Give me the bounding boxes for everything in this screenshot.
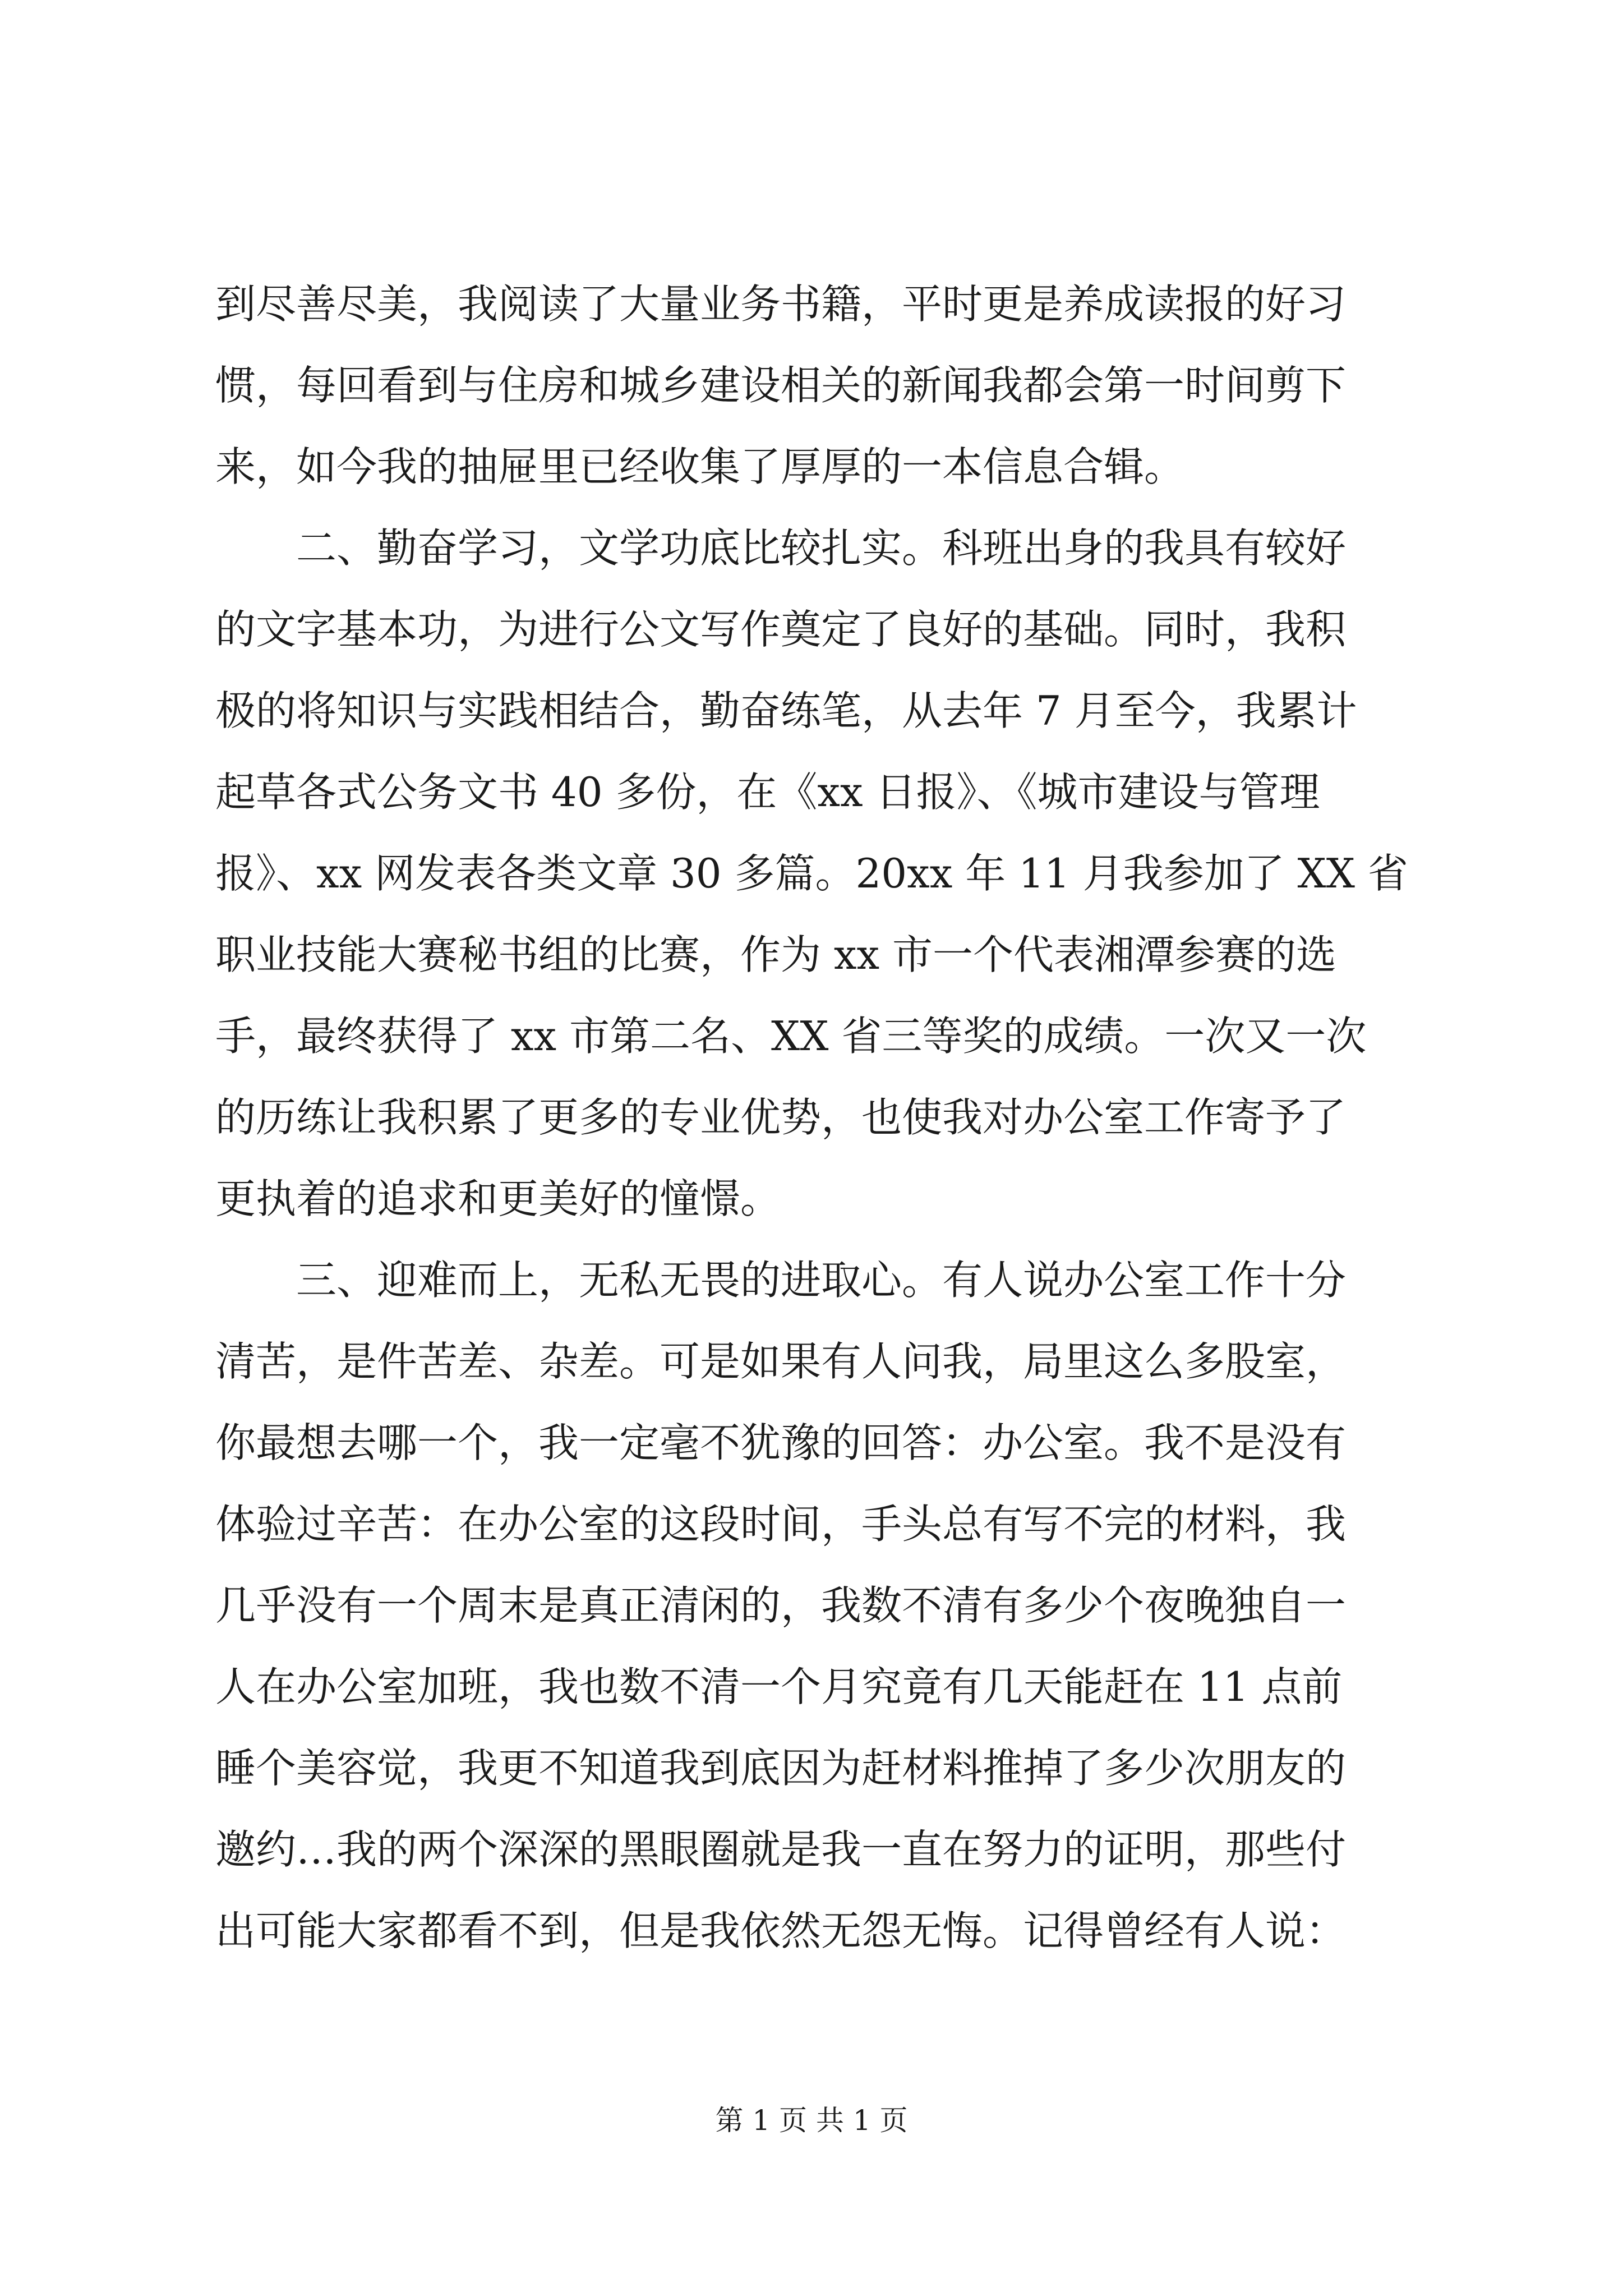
paragraph-line: 几乎没有一个周末是真正清闲的，我数不清有多少个夜晚独自一 [215,1582,1347,1629]
paragraph-line: 职业技能大赛秘书组的比赛，作为 xx 市一个代表湘潭参赛的选 [215,931,1336,978]
paragraph-line: 体验过辛苦：在办公室的这段时间，手头总有写不完的材料，我 [215,1501,1347,1548]
paragraph-line: 起草各式公务文书 40 多份，在《xx 日报》、《城市建设与管理 [215,769,1320,816]
paragraph-line: 睡个美容觉，我更不知道我到底因为赶材料推掉了多少次朋友的 [215,1745,1347,1792]
paragraph-line: 清苦，是件苦差、杂差。可是如果有人问我，局里这么多股室， [215,1338,1347,1385]
paragraph-1 [215,264,1410,508]
paragraph-2 [215,508,1410,1240]
paragraph-line: 来，如今我的抽屉里已经收集了厚厚的一本信息合辑。 [215,443,1185,490]
paragraph-3 [215,1240,1410,1972]
page-number-footer: 第 1 页 共 1 页 [715,2104,908,2137]
paragraph-line: 惯，每回看到与住房和城乡建设相关的新闻我都会第一时间剪下 [215,362,1347,409]
paragraph-line: 到尽善尽美，我阅读了大量业务书籍，平时更是养成读报的好习 [215,280,1347,328]
paragraph-line: 你最想去哪一个，我一定毫不犹豫的回答：办公室。我不是没有 [215,1419,1347,1466]
document-body [215,264,1410,1972]
paragraph-line: 的文字基本功，为进行公文写作奠定了良好的基础。同时，我积 [215,606,1347,653]
paragraph-line: 三、迎难而上，无私无畏的进取心。有人说办公室工作十分 [296,1257,1347,1304]
paragraph-line: 出可能大家都看不到，但是我依然无怨无悔。记得曾经有人说： [215,1907,1347,1954]
paragraph-line: 更执着的追求和更美好的憧憬。 [215,1175,781,1222]
paragraph-line: 报》、xx 网发表各类文章 30 多篇。20xx 年 11 月我参加了 XX 省 [215,850,1408,897]
paragraph-line: 人在办公室加班，我也数不清一个月究竟有几天能赶在 11 点前 [215,1663,1343,1710]
paragraph-line: 邀约…我的两个深深的黑眼圈就是我一直在努力的证明，那些付 [215,1826,1347,1873]
paragraph-line: 极的将知识与实践相结合，勤奋练笔，从去年 7 月至今，我累计 [215,687,1357,734]
paragraph-line: 二、勤奋学习，文学功底比较扎实。科班出身的我具有较好 [296,524,1347,572]
paragraph-line: 的历练让我积累了更多的专业优势，也使我对办公室工作寄予了 [215,1094,1347,1141]
paragraph-line: 手，最终获得了 xx 市第二名、XX 省三等奖的成绩。一次又一次 [215,1013,1367,1060]
